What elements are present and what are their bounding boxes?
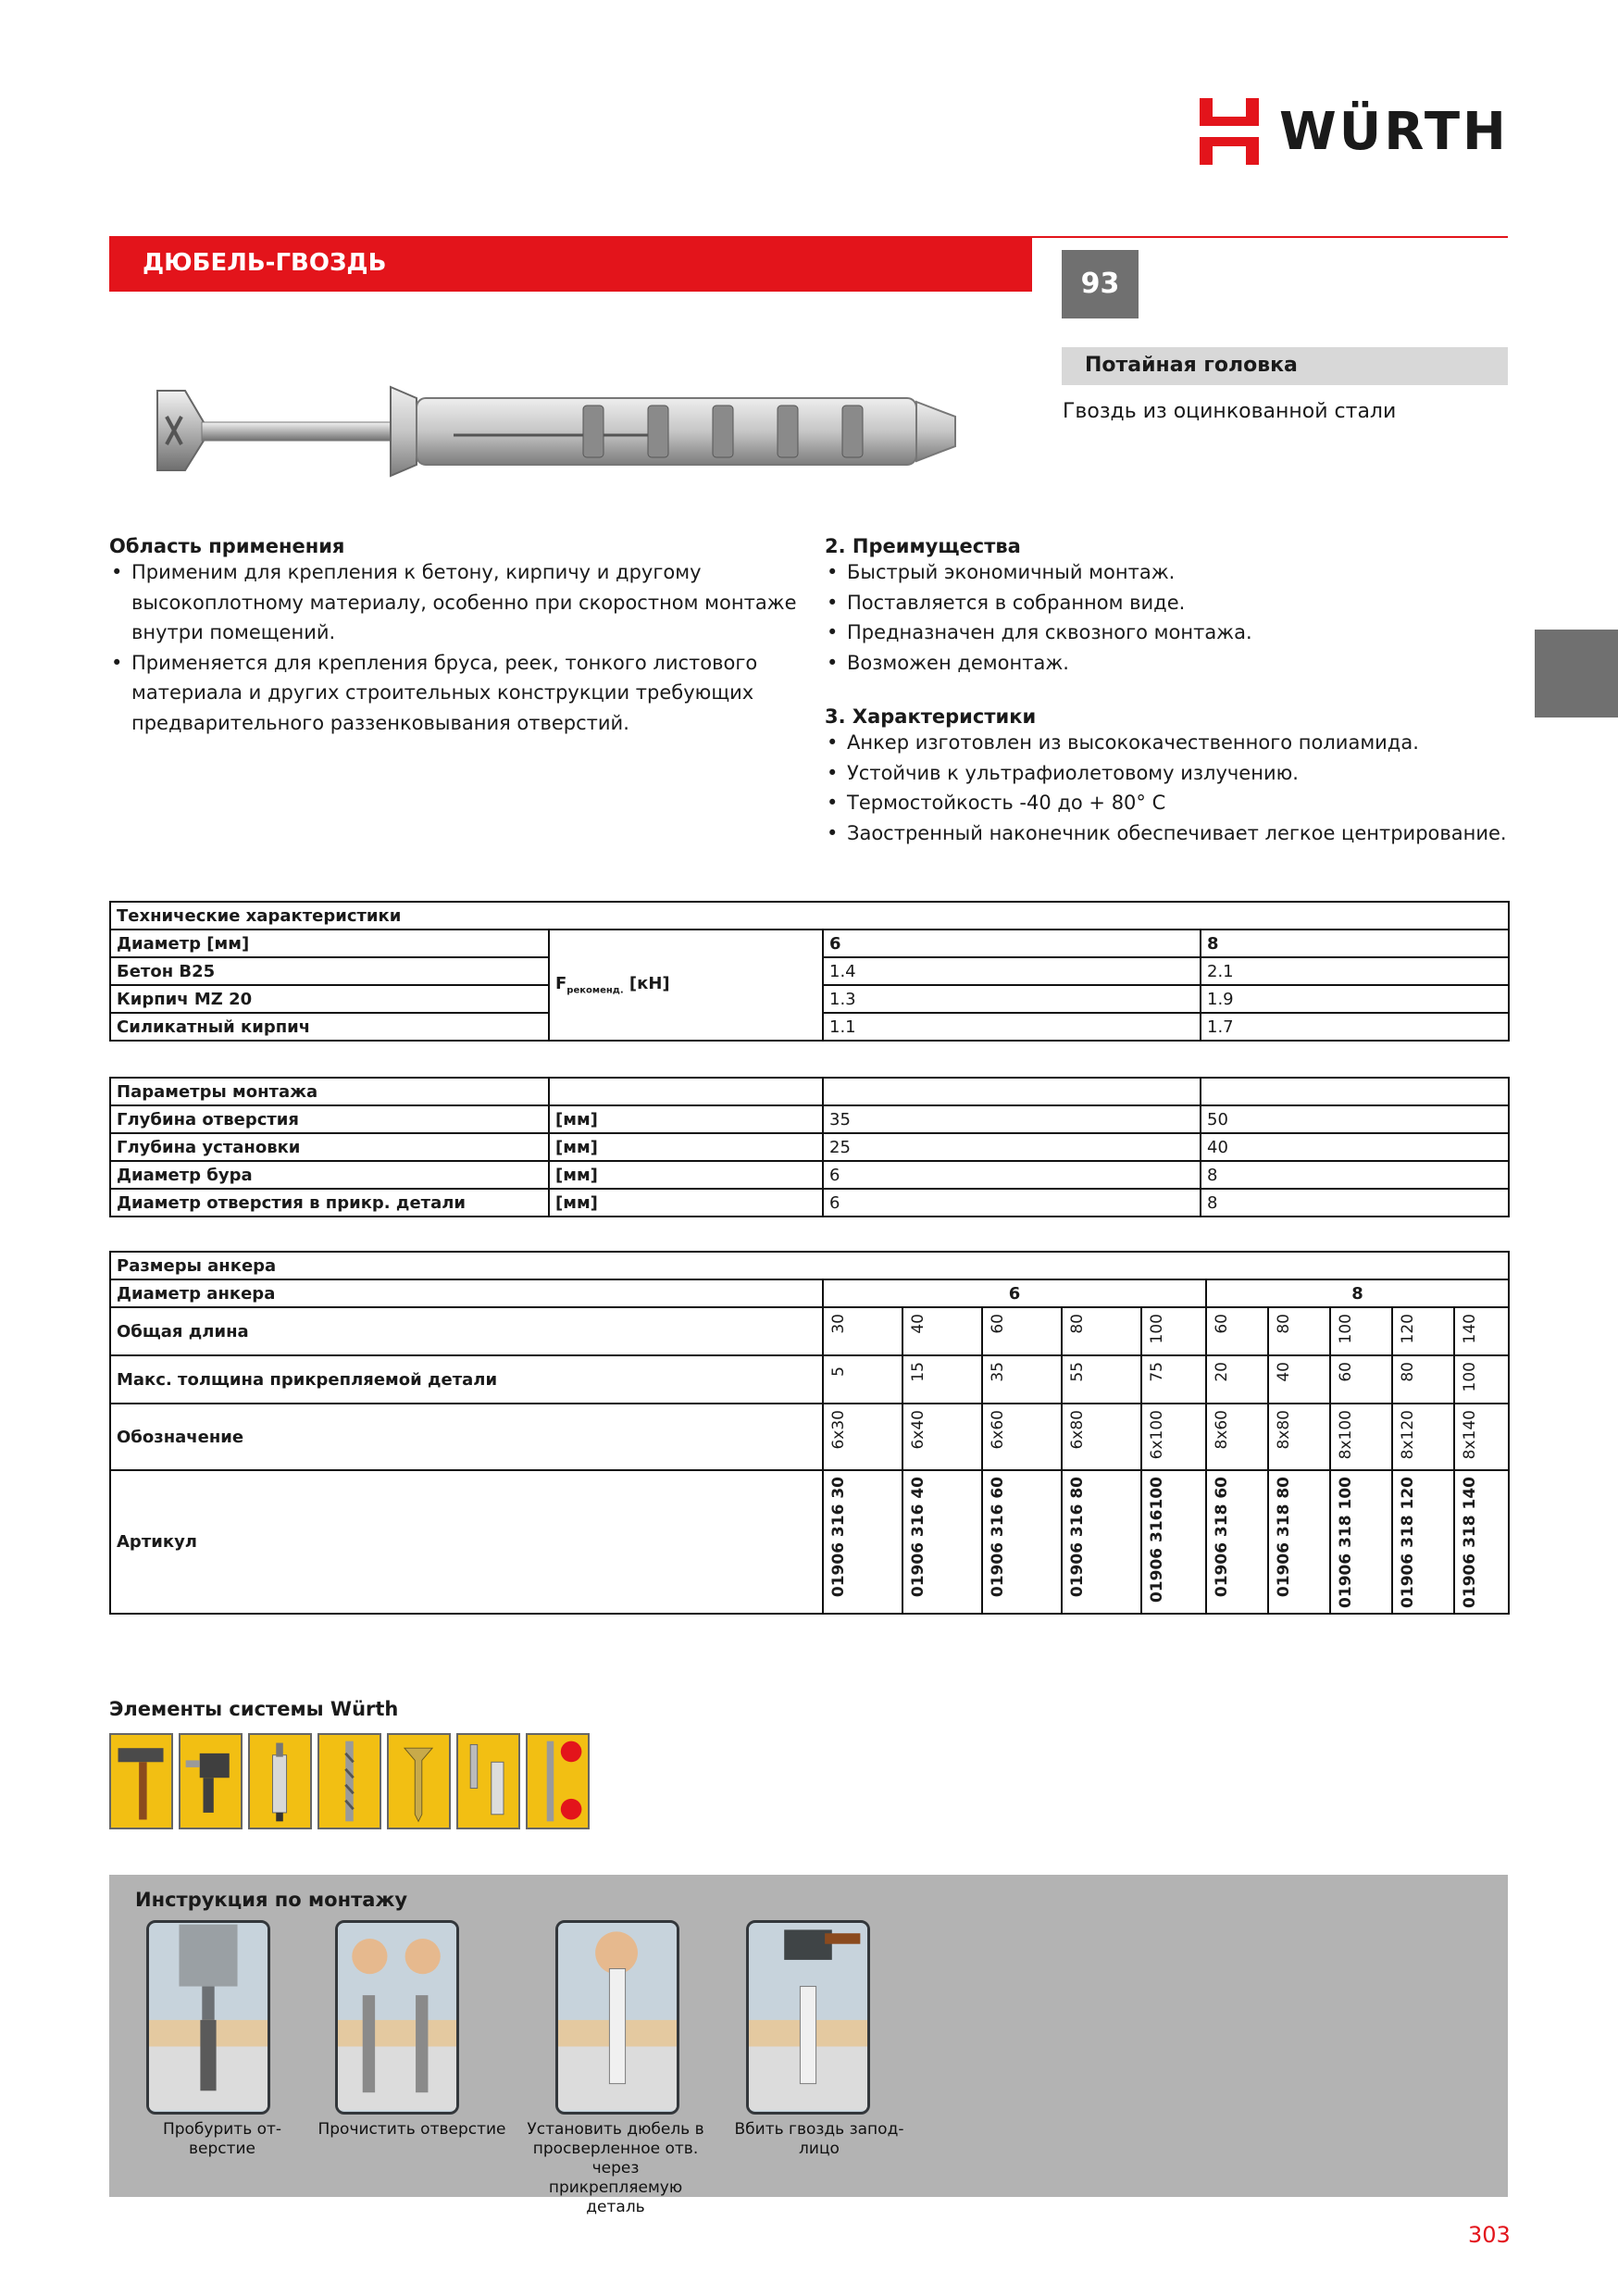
drill-icon <box>179 1733 243 1829</box>
hammer-icon <box>109 1733 173 1829</box>
page-code-badge: 93 <box>1062 250 1139 318</box>
diameter-6-header: 6 <box>823 1279 1206 1307</box>
table-row: Кирпич MZ 20 1.3 1.9 <box>110 985 1509 1013</box>
table-row: Диаметр бура [мм] 6 8 <box>110 1161 1509 1189</box>
application-section <box>109 535 799 738</box>
list-item: • Заостренный наконечник обеспечивает легкое центрирование. <box>825 818 1519 849</box>
header-rule <box>1032 236 1508 238</box>
list-item: • Применяется для крепления бруса, реек, тонкого листового материала и других строительных конструкции требующих предварительного раззенковывания отверстий. <box>109 648 799 739</box>
list-item: • Термостойкость -40 до + 80° С <box>825 788 1519 818</box>
table-row: Макс. толщина прикрепляемой детали 5 15 35 55 75 20 40 60 80 100 <box>110 1355 1509 1404</box>
drill-stop-icon <box>526 1733 590 1829</box>
nail-plug-icon <box>456 1733 520 1829</box>
diameter-8-header: 8 <box>1206 1279 1509 1307</box>
hammering-icon <box>746 1920 870 2115</box>
advantages-heading: 2. Преимущества <box>825 535 1021 557</box>
instructions-heading: Инструкция по монтажу <box>135 1889 408 1911</box>
size-table <box>109 1251 1510 1615</box>
step-caption: Вбить гвоздь запод- лицо <box>734 2120 904 2158</box>
mount-table-title: Параметры монтажа <box>110 1078 549 1105</box>
application-list <box>109 557 799 738</box>
diameter-label: Диаметр [мм] <box>110 930 549 957</box>
insert-anchor-icon <box>555 1920 679 2115</box>
table-row: Глубина отверстия [мм] 35 50 <box>110 1105 1509 1133</box>
table-row: Глубина установки [мм] 25 40 <box>110 1133 1509 1161</box>
table-row: Общая длина 30 40 60 80 100 60 80 100 120 140 <box>110 1307 1509 1355</box>
table-row: Обозначение 6x30 6x40 6x60 6x80 6x100 8x60 8x80 8x100 8x120 8x140 <box>110 1404 1509 1470</box>
application-heading: Область применения <box>109 535 345 557</box>
characteristics-heading: 3. Характеристики <box>825 705 1037 728</box>
head-type-label: Потайная головка <box>1085 354 1298 377</box>
table-row: Диаметр отверстия в прикр. детали [мм] 6 8 <box>110 1189 1509 1217</box>
system-heading: Элементы системы Würth <box>109 1698 399 1720</box>
table-row: Артикул 01906 316 30 01906 316 40 01906 316 60 01906 316 80 01906 316100 01906 318 60 01906 318 80 01906 318 100 01906 318 120 01906 318 140 <box>110 1470 1509 1614</box>
step-caption: Прочистить отверстие <box>317 2120 506 2139</box>
drill-bit-icon <box>317 1733 381 1829</box>
nail-anchor-image <box>148 361 963 500</box>
advantages-section <box>825 535 1519 848</box>
list-item: • Предназначен для сквозного монтажа. <box>825 618 1519 648</box>
page-number: 303 <box>1468 2222 1511 2248</box>
force-label: $F_{рекоменд.}$ [кН] <box>549 930 823 1041</box>
screw-icon <box>387 1733 451 1829</box>
head-type-bar <box>1062 347 1508 385</box>
diameter-8: 8 <box>1201 930 1509 957</box>
list-item: • Быстрый экономичный монтаж. <box>825 557 1519 588</box>
brand-name: WÜRTH <box>1279 102 1509 162</box>
blow-pump-icon <box>248 1733 312 1829</box>
page-title: ДЮБЕЛЬ-ГВОЗДЬ <box>143 249 387 277</box>
list-item: • Устойчив к ультрафиолетовому излучению. <box>825 758 1519 789</box>
wurth-logo <box>1200 98 1514 165</box>
drilling-icon <box>146 1920 270 2115</box>
tech-table <box>109 901 1510 1042</box>
anchor-diameter-label: Диаметр анкера <box>110 1279 823 1307</box>
characteristics-list <box>825 728 1519 848</box>
size-table-title: Размеры анкера <box>110 1252 1509 1279</box>
table-row: Бетон B25 1.4 2.1 <box>110 957 1509 985</box>
cleaning-icon <box>335 1920 459 2115</box>
wurth-logo-icon <box>1200 98 1259 165</box>
list-item: • Применим для крепления к бетону, кирпичу и другому высокоплотному материалу, особенно при скоростном монтаже внутри помещений. <box>109 557 799 648</box>
title-band <box>109 236 1032 292</box>
list-item: • Анкер изготовлен из высококачественного полиамида. <box>825 728 1519 758</box>
diameter-6: 6 <box>823 930 1201 957</box>
mount-table <box>109 1077 1510 1217</box>
product-subtitle: Гвоздь из оцинкованной стали <box>1063 400 1397 423</box>
tech-table-title: Технические характеристики <box>110 902 1509 930</box>
list-item: • Возможен демонтаж. <box>825 648 1519 679</box>
step-caption: Пробурить от- верстие <box>162 2120 282 2158</box>
advantages-list <box>825 557 1519 678</box>
table-row: Силикатный кирпич 1.1 1.7 <box>110 1013 1509 1041</box>
side-tab <box>1535 630 1618 718</box>
list-item: • Поставляется в собранном виде. <box>825 588 1519 618</box>
step-caption: Установить дюбель в просверленное отв. через прикрепляемую деталь <box>527 2120 704 2216</box>
